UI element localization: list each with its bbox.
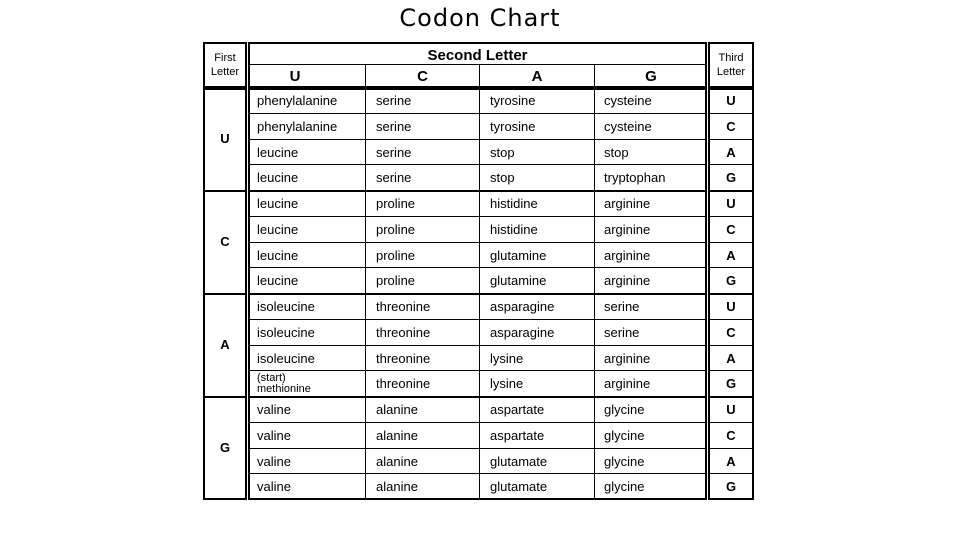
third-letter-c: C — [726, 221, 736, 237]
row-divider — [248, 319, 707, 320]
second-letter-a: A — [531, 68, 543, 85]
amino-acid-cell: histidine — [490, 221, 538, 237]
third-letter-g: G — [725, 479, 737, 495]
amino-acid-cell: aspartate — [490, 427, 545, 443]
row-divider — [248, 113, 707, 114]
amino-acid-cell: glycine — [604, 479, 645, 495]
first-letter-g: G — [219, 439, 231, 455]
amino-acid-cell: (start) methionine — [257, 372, 311, 396]
amino-acid-cell: valine — [257, 453, 291, 469]
row-divider — [248, 164, 707, 165]
first-letter-a: A — [220, 336, 230, 352]
amino-acid-cell: stop — [490, 170, 515, 186]
group-divider — [203, 396, 247, 398]
amino-acid-cell: serine — [604, 324, 640, 340]
row-divider — [708, 267, 754, 268]
row-divider — [708, 473, 754, 474]
row-divider — [708, 139, 754, 140]
row-divider — [708, 164, 754, 165]
third-letter-a: A — [726, 350, 736, 366]
amino-acid-cell: proline — [376, 221, 416, 237]
amino-acid-cell: valine — [257, 402, 291, 417]
amino-acid-cell: stop — [604, 144, 629, 160]
amino-acid-cell: aspartate — [490, 402, 545, 417]
row-divider — [248, 345, 707, 346]
codon-chart — [203, 42, 754, 500]
second-letter-u: U — [289, 68, 301, 85]
amino-acid-cell: histidine — [490, 196, 538, 211]
amino-acid-cell: serine — [376, 93, 412, 108]
amino-acid-cell: asparagine — [490, 299, 555, 314]
row-divider — [708, 319, 754, 320]
first-letter-u: U — [220, 130, 230, 146]
amino-acid-cell: arginine — [604, 273, 651, 289]
amino-acid-cell: alanine — [376, 427, 418, 443]
third-letter-c: C — [726, 427, 736, 443]
third-letter-g: G — [725, 170, 737, 186]
amino-acid-cell: glutamate — [490, 453, 548, 469]
amino-acid-cell: glutamate — [490, 479, 548, 495]
amino-acid-cell: asparagine — [490, 324, 555, 340]
amino-acid-cell: proline — [376, 196, 416, 211]
amino-acid-cell: leucine — [257, 196, 299, 211]
third-letter-u: U — [726, 93, 736, 108]
group-divider — [248, 293, 707, 295]
amino-acid-cell: serine — [376, 144, 412, 160]
third-letter-g: G — [725, 376, 737, 392]
amino-acid-cell: proline — [376, 247, 416, 263]
amino-acid-cell: cysteine — [604, 93, 652, 108]
amino-acid-cell: leucine — [257, 144, 299, 160]
row-divider — [248, 267, 707, 268]
row-divider — [708, 370, 754, 371]
first-letter-label: First Letter — [210, 52, 240, 78]
amino-acid-cell: leucine — [257, 221, 299, 237]
first-letter-c: C — [220, 233, 230, 249]
second-letter-label: Second Letter — [427, 47, 528, 64]
third-letter-a: A — [726, 144, 736, 160]
amino-acid-cell: isoleucine — [257, 350, 315, 366]
amino-acid-cell: alanine — [376, 453, 418, 469]
amino-acid-cell: glutamine — [490, 273, 547, 289]
second-letter-divider — [250, 64, 705, 65]
amino-acid-cell: cysteine — [604, 118, 652, 134]
second-letter-c: C — [417, 68, 428, 85]
amino-acid-cell: arginine — [604, 221, 651, 237]
amino-acid-cell: glycine — [604, 427, 645, 443]
third-letter-u: U — [726, 299, 736, 314]
amino-acid-cell: arginine — [604, 247, 651, 263]
amino-acid-cell: tryptophan — [604, 170, 666, 186]
amino-acid-cell: stop — [490, 144, 515, 160]
third-letter-g: G — [725, 273, 737, 289]
page-title: Codon Chart — [399, 4, 561, 32]
amino-acid-cell: phenylalanine — [257, 118, 338, 134]
amino-acid-cell: threonine — [376, 299, 431, 314]
row-divider — [248, 422, 707, 423]
amino-acid-cell: valine — [257, 479, 291, 495]
amino-acid-cell: proline — [376, 273, 416, 289]
amino-acid-cell: alanine — [376, 402, 418, 417]
amino-acid-cell: lysine — [490, 350, 524, 366]
third-letter-u: U — [726, 196, 736, 211]
amino-acid-cell: valine — [257, 427, 291, 443]
group-divider — [708, 293, 754, 295]
amino-acid-cell: isoleucine — [257, 299, 315, 314]
row-divider — [708, 113, 754, 114]
amino-acid-cell: arginine — [604, 376, 651, 392]
group-divider — [203, 293, 247, 295]
amino-acid-cell: phenylalanine — [257, 93, 338, 108]
row-divider — [708, 422, 754, 423]
amino-acid-cell: serine — [604, 299, 640, 314]
amino-acid-cell: threonine — [376, 324, 431, 340]
group-divider — [248, 396, 707, 398]
row-divider — [248, 139, 707, 140]
amino-acid-cell: arginine — [604, 196, 651, 211]
amino-acid-cell: leucine — [257, 273, 299, 289]
third-letter-c: C — [726, 118, 736, 134]
amino-acid-cell: threonine — [376, 350, 431, 366]
row-divider — [708, 216, 754, 217]
amino-acid-cell: arginine — [604, 350, 651, 366]
amino-acid-cell: leucine — [257, 247, 299, 263]
amino-acid-cell: serine — [376, 170, 412, 186]
third-letter-a: A — [726, 247, 736, 263]
amino-acid-cell: alanine — [376, 479, 418, 495]
row-divider — [708, 345, 754, 346]
row-divider — [248, 242, 707, 243]
row-divider — [248, 370, 707, 371]
amino-acid-cell: glycine — [604, 402, 645, 417]
row-divider — [708, 448, 754, 449]
group-divider — [708, 190, 754, 192]
amino-acid-cell: glutamine — [490, 247, 547, 263]
third-letter-c: C — [726, 324, 736, 340]
second-letter-g: G — [645, 68, 657, 85]
amino-acid-cell: glycine — [604, 453, 645, 469]
row-divider — [248, 473, 707, 474]
third-letter-label: Third Letter — [716, 52, 746, 78]
row-divider — [708, 242, 754, 243]
amino-acid-cell: tyrosine — [490, 118, 536, 134]
group-divider — [203, 190, 247, 192]
amino-acid-cell: tyrosine — [490, 93, 536, 108]
third-letter-u: U — [726, 402, 736, 417]
amino-acid-cell: lysine — [490, 376, 524, 392]
amino-acid-cell: leucine — [257, 170, 299, 186]
amino-acid-cell: serine — [376, 118, 412, 134]
row-divider — [248, 448, 707, 449]
third-letter-a: A — [726, 453, 736, 469]
amino-acid-cell: isoleucine — [257, 324, 315, 340]
amino-acid-cell: threonine — [376, 376, 431, 392]
group-divider — [708, 396, 754, 398]
row-divider — [248, 216, 707, 217]
group-divider — [248, 190, 707, 192]
